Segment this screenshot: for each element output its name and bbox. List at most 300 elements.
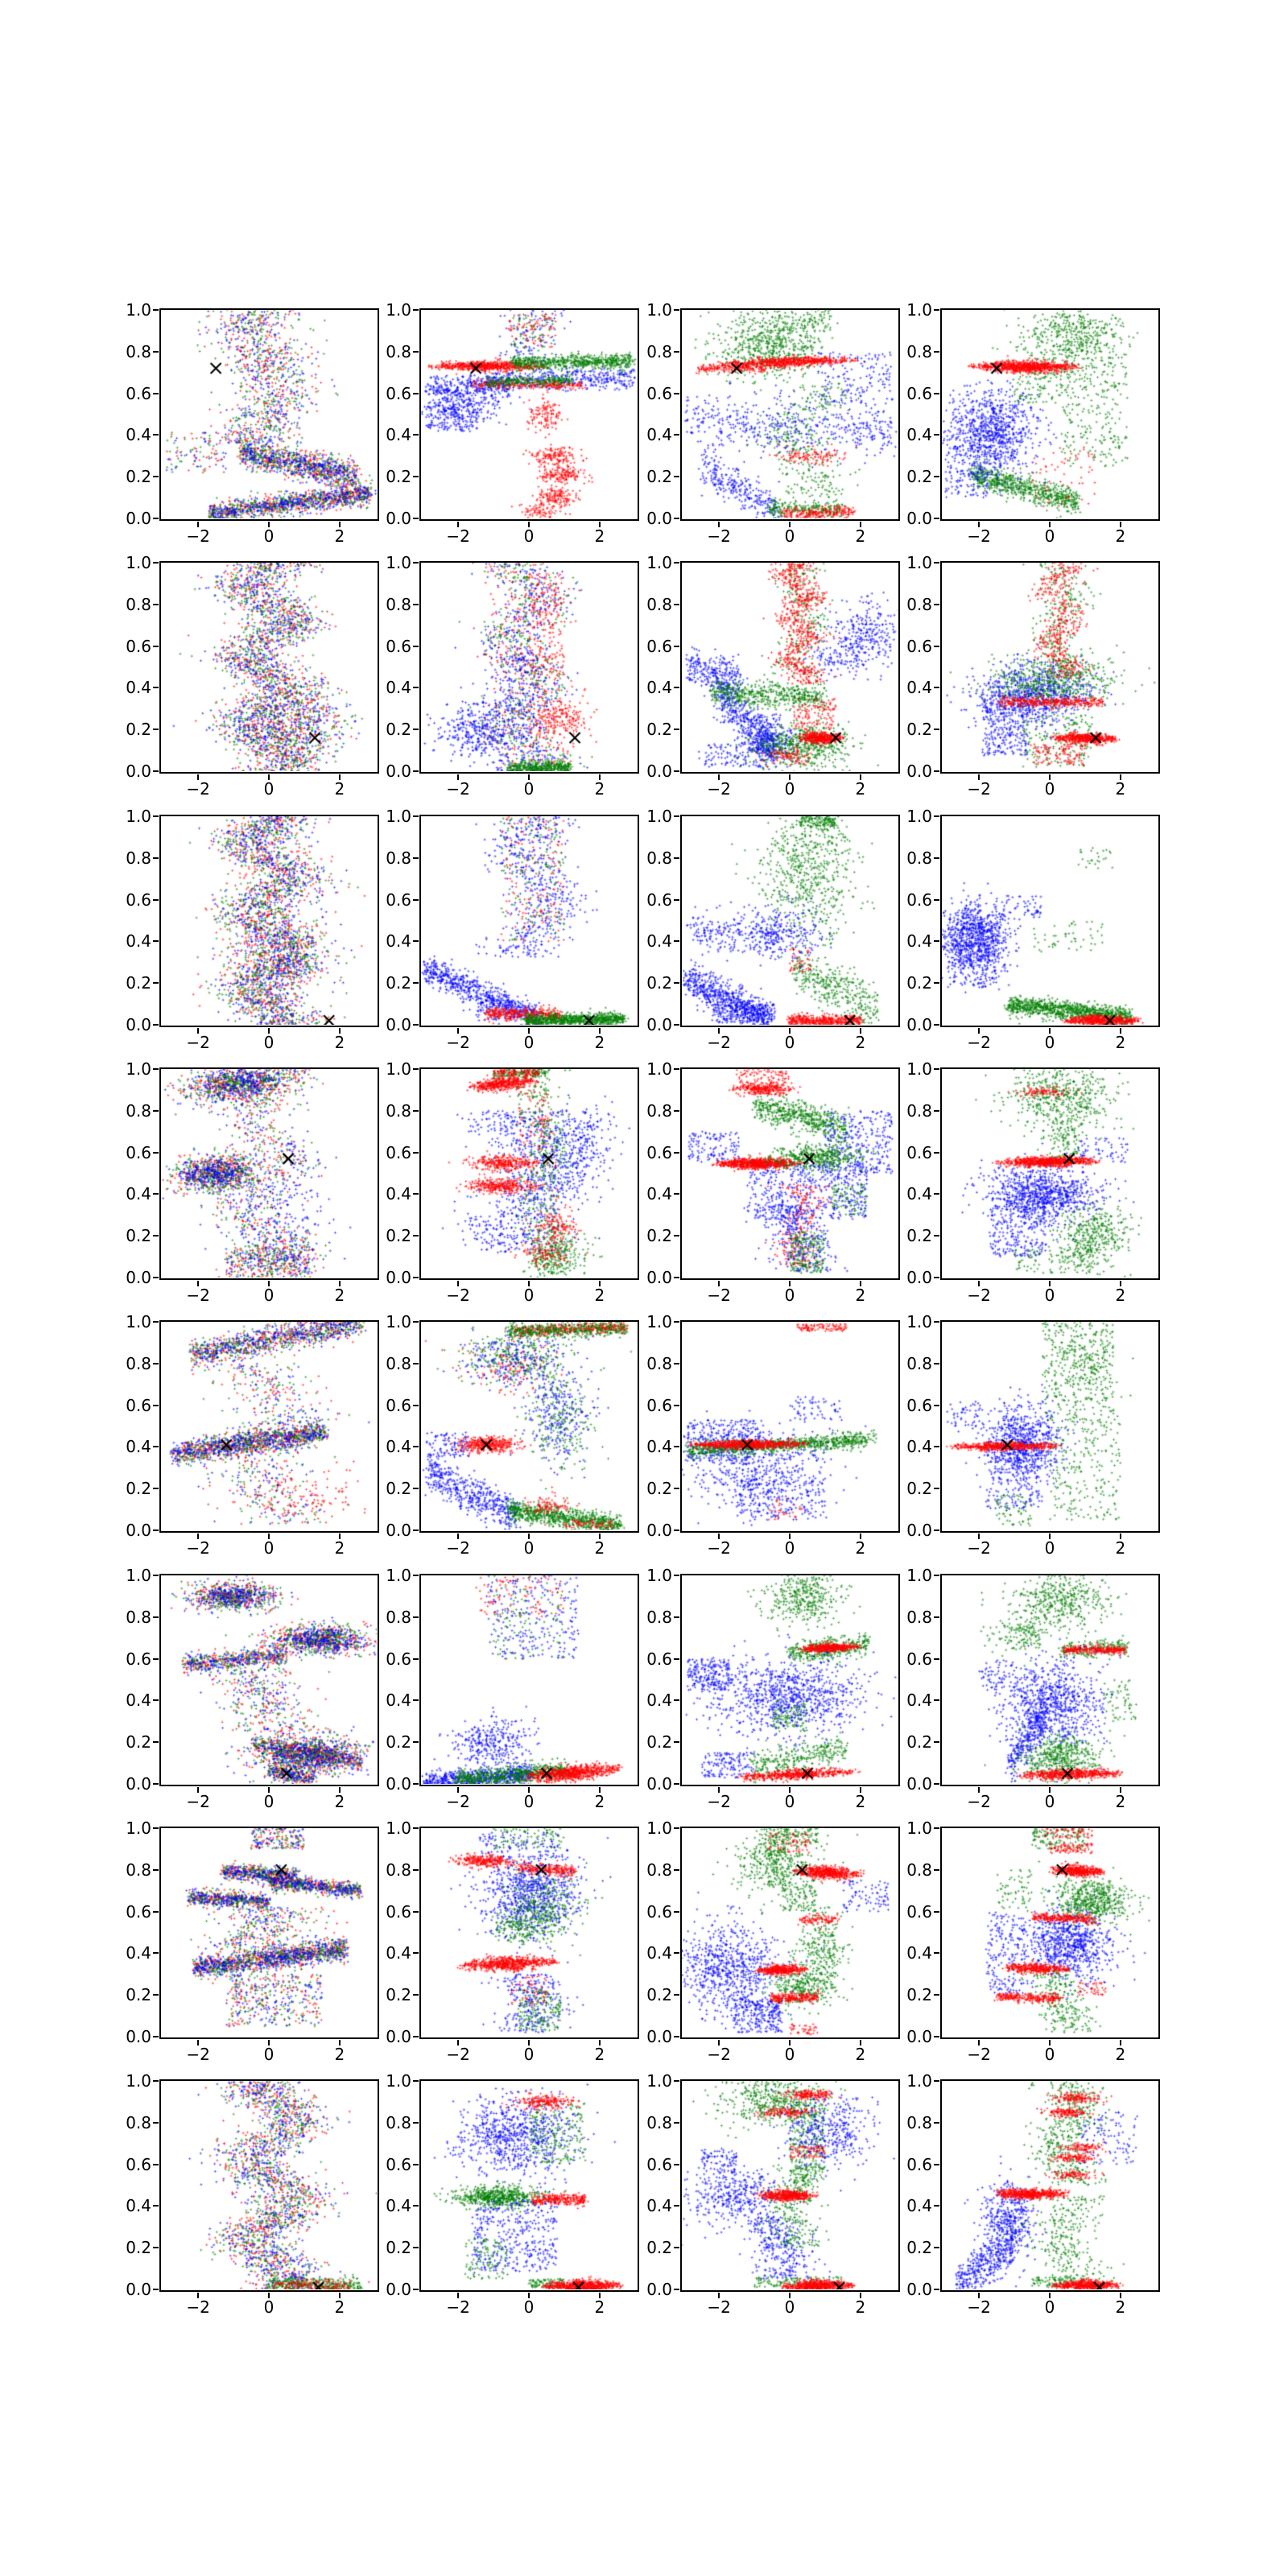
y-tick-label: 0.0	[646, 1774, 672, 1794]
x-tick-label: 0	[1044, 1792, 1055, 1811]
x-tick-label: −2	[186, 779, 210, 799]
y-tick-label: 0.2	[906, 1985, 932, 2005]
y-tick-label: 1.0	[126, 807, 151, 826]
y-tick-label: 0.8	[126, 341, 151, 361]
y-tick-label: 1.0	[126, 300, 151, 320]
x-tick-label: 2	[855, 1792, 866, 1811]
y-tick-label: 0.2	[126, 1226, 151, 1246]
y-tick-label: 0.2	[646, 1479, 672, 1499]
y-tick-label: 0.2	[126, 2238, 151, 2258]
scatter-points-canvas	[942, 1069, 1158, 1278]
y-tick	[153, 729, 159, 730]
scatter-points-canvas	[682, 310, 898, 518]
x-tick-label: 0	[263, 779, 275, 799]
y-tick	[153, 1488, 159, 1489]
y-tick-label: 0.0	[646, 2027, 672, 2046]
y-tick	[413, 1952, 419, 1954]
x-tick-label: −2	[186, 1286, 210, 1305]
y-tick	[413, 476, 419, 477]
y-tick-label: 0.2	[386, 467, 411, 487]
y-tick	[934, 351, 939, 353]
y-tick-label: 1.0	[646, 1059, 672, 1079]
y-tick	[153, 1530, 159, 1531]
y-tick-label: 0.8	[646, 1100, 672, 1121]
x-tick-label: −2	[186, 526, 210, 546]
y-tick	[413, 1235, 419, 1236]
y-tick-label: 0.6	[906, 2154, 932, 2174]
y-tick-label: 0.0	[126, 509, 151, 528]
y-tick	[674, 1321, 679, 1323]
y-tick-label: 0.8	[126, 2112, 151, 2132]
y-tick-label: 0.8	[906, 594, 932, 614]
y-tick-label: 0.2	[906, 1732, 932, 1752]
x-tick-label: 2	[334, 779, 345, 799]
y-tick	[153, 2205, 159, 2207]
y-tick	[674, 1068, 679, 1070]
y-tick	[413, 1741, 419, 1743]
x-tick-label: 2	[855, 1286, 866, 1305]
subplot-r3c4	[906, 807, 1160, 1052]
x-tick-label: 2	[594, 779, 605, 799]
y-tick-label: 0.6	[646, 1901, 672, 1922]
y-tick	[153, 604, 159, 605]
x-tick-label: 0	[263, 1286, 275, 1305]
x-tick-label: 0	[1044, 1033, 1055, 1052]
y-tick-label: 0.8	[906, 2112, 932, 2132]
y-tick	[153, 815, 159, 817]
y-tick	[153, 1994, 159, 1996]
y-tick	[934, 1363, 939, 1364]
y-tick-label: 0.6	[646, 2154, 672, 2174]
x-tick-label: 2	[334, 1792, 345, 1811]
subplot-r4c1	[126, 1059, 379, 1305]
y-tick-label: 0.6	[906, 1142, 932, 1162]
y-tick-label: 0.8	[386, 1860, 411, 1880]
y-tick-label: 0.6	[386, 1142, 411, 1162]
x-tick-label: −2	[446, 2045, 470, 2064]
scatter-points-canvas	[161, 310, 377, 518]
x-tick-label: −2	[707, 1792, 731, 1811]
y-tick	[674, 2247, 679, 2248]
y-tick	[413, 1575, 419, 1576]
y-tick-label: 0.2	[906, 720, 932, 740]
y-tick	[934, 729, 939, 730]
x-tick-label: 0	[1044, 779, 1055, 799]
y-tick	[934, 1152, 939, 1154]
x-tick-label: −2	[967, 526, 991, 546]
y-tick-label: 0.8	[646, 1353, 672, 1373]
y-tick-label: 1.0	[906, 2071, 932, 2091]
y-tick	[413, 1616, 419, 1618]
subplot-r6c3	[646, 1566, 900, 1811]
y-tick-label: 0.4	[906, 931, 932, 952]
y-tick	[674, 476, 679, 477]
y-tick	[934, 2036, 939, 2037]
x-tick-label: −2	[186, 1033, 210, 1052]
y-tick	[153, 687, 159, 688]
y-tick	[674, 1193, 679, 1195]
y-tick-label: 0.2	[646, 467, 672, 487]
x-tick-label: 2	[334, 1033, 345, 1052]
x-tick-label: 0	[263, 2297, 275, 2317]
y-tick-label: 0.6	[646, 1395, 672, 1415]
y-tick	[413, 1193, 419, 1195]
y-tick-label: 0.8	[646, 1607, 672, 1627]
x-tick-label: 2	[334, 2297, 345, 2317]
x-tick-label: 0	[263, 1792, 275, 1811]
y-tick-label: 0.0	[126, 1521, 151, 1540]
y-tick-label: 0.6	[906, 890, 932, 910]
y-tick	[153, 1827, 159, 1829]
y-tick	[153, 1321, 159, 1323]
y-tick-label: 1.0	[646, 807, 672, 826]
y-tick	[934, 518, 939, 519]
y-tick	[153, 393, 159, 394]
y-tick-label: 0.8	[386, 594, 411, 614]
y-tick-label: 0.8	[906, 848, 932, 868]
scatter-points-canvas	[421, 1322, 637, 1530]
y-tick	[153, 2080, 159, 2082]
y-tick	[413, 1024, 419, 1026]
y-tick-label: 0.8	[906, 1607, 932, 1627]
y-tick-label: 0.6	[386, 890, 411, 910]
subplot-r2c3	[646, 553, 900, 799]
y-tick-label: 1.0	[646, 1312, 672, 1331]
subplot-r8c3	[646, 2071, 900, 2317]
y-tick-label: 0.0	[646, 1268, 672, 1287]
x-tick-label: 0	[784, 1286, 795, 1305]
x-tick-label: 0	[784, 2045, 795, 2064]
scatter-points-canvas	[421, 1069, 637, 1278]
y-tick-label: 0.8	[126, 848, 151, 868]
y-tick-label: 1.0	[906, 553, 932, 572]
y-tick	[674, 2080, 679, 2082]
y-tick	[413, 562, 419, 564]
scatter-points-canvas	[161, 1069, 377, 1278]
scatter-points-canvas	[421, 310, 637, 518]
x-tick-label: −2	[446, 779, 470, 799]
x-tick-label: −2	[186, 1792, 210, 1811]
subplot-r4c4	[906, 1059, 1160, 1305]
x-tick-label: −2	[186, 2045, 210, 2064]
y-tick	[413, 1658, 419, 1660]
x-tick-label: 0	[784, 2297, 795, 2317]
scatter-points-canvas	[161, 1575, 377, 1784]
y-tick-label: 1.0	[386, 1312, 411, 1331]
y-tick	[413, 1363, 419, 1364]
y-tick	[934, 604, 939, 605]
scatter-points-canvas	[421, 816, 637, 1025]
y-tick-label: 0.0	[646, 509, 672, 528]
y-tick-label: 0.4	[646, 1184, 672, 1204]
y-tick	[934, 2205, 939, 2207]
y-tick	[413, 1911, 419, 1913]
scatter-points-canvas	[942, 2081, 1158, 2289]
y-tick	[153, 1869, 159, 1871]
y-tick	[413, 2164, 419, 2165]
x-tick-label: 0	[523, 1538, 535, 1558]
y-tick-label: 1.0	[386, 1059, 411, 1079]
y-tick	[153, 351, 159, 353]
y-tick-label: 0.4	[906, 1943, 932, 1963]
scatter-points-canvas	[421, 1575, 637, 1784]
y-tick-label: 1.0	[386, 1566, 411, 1585]
scatter-points-canvas	[421, 563, 637, 771]
subplot-r1c2	[386, 300, 639, 546]
x-tick-label: 2	[1115, 1538, 1126, 1558]
y-tick-label: 0.8	[906, 341, 932, 361]
y-tick-label: 0.0	[646, 762, 672, 781]
y-tick	[413, 2122, 419, 2124]
y-tick-label: 0.6	[126, 890, 151, 910]
y-tick-label: 0.2	[126, 720, 151, 740]
y-tick	[934, 1405, 939, 1406]
subplot-r7c4	[906, 1818, 1160, 2064]
x-tick-label: 2	[334, 2045, 345, 2064]
y-tick-label: 0.4	[386, 425, 411, 445]
y-tick	[934, 1994, 939, 1996]
subplot-r2c1	[126, 553, 379, 799]
subplot-r8c1	[126, 2071, 379, 2317]
y-tick	[674, 1152, 679, 1154]
y-tick	[413, 1321, 419, 1323]
y-tick-label: 1.0	[126, 1059, 151, 1079]
y-tick	[674, 604, 679, 605]
subplot-r6c4	[906, 1566, 1160, 1811]
subplot-r7c3	[646, 1818, 900, 2064]
y-tick-label: 0.0	[386, 1268, 411, 1287]
x-tick-label: −2	[707, 1286, 731, 1305]
y-tick	[934, 393, 939, 394]
y-tick	[934, 309, 939, 311]
y-tick-label: 0.4	[906, 1690, 932, 1711]
y-tick	[153, 562, 159, 564]
y-tick-label: 0.0	[386, 509, 411, 528]
y-tick-label: 0.0	[906, 1521, 932, 1540]
y-tick-label: 0.8	[646, 2112, 672, 2132]
x-tick-label: 2	[1115, 1033, 1126, 1052]
x-tick-label: 2	[594, 2045, 605, 2064]
y-tick-label: 0.0	[646, 2280, 672, 2299]
y-tick-label: 1.0	[126, 2071, 151, 2091]
y-tick-label: 1.0	[386, 300, 411, 320]
y-tick	[674, 434, 679, 436]
x-tick-label: −2	[967, 2297, 991, 2317]
y-tick-label: 0.8	[126, 1607, 151, 1627]
y-tick	[674, 940, 679, 942]
y-tick-label: 1.0	[906, 1566, 932, 1585]
y-tick-label: 0.4	[646, 425, 672, 445]
y-tick-label: 0.4	[906, 1437, 932, 1457]
y-tick-label: 1.0	[386, 1818, 411, 1838]
y-tick-label: 0.0	[126, 1015, 151, 1034]
y-tick	[674, 1446, 679, 1447]
y-tick	[153, 1405, 159, 1406]
y-tick-label: 1.0	[646, 1566, 672, 1585]
y-tick-label: 0.4	[386, 678, 411, 698]
y-tick-label: 0.2	[386, 720, 411, 740]
y-tick-label: 0.6	[126, 383, 151, 403]
scatter-points-canvas	[161, 1828, 377, 2037]
y-tick	[674, 1363, 679, 1364]
y-tick	[153, 1952, 159, 1954]
y-tick	[934, 1741, 939, 1743]
y-tick	[413, 1530, 419, 1531]
x-tick-label: 2	[1115, 2297, 1126, 2317]
y-tick	[934, 1658, 939, 1660]
y-tick-label: 0.2	[386, 1732, 411, 1752]
y-tick	[934, 1193, 939, 1195]
x-tick-label: −2	[446, 1792, 470, 1811]
y-tick-label: 0.4	[646, 931, 672, 952]
y-tick	[413, 1446, 419, 1447]
y-tick	[153, 1658, 159, 1660]
y-tick	[153, 857, 159, 859]
y-tick-label: 0.8	[906, 1353, 932, 1373]
y-tick	[934, 1321, 939, 1323]
x-tick-label: 2	[334, 526, 345, 546]
y-tick	[153, 1068, 159, 1070]
scatter-points-canvas	[682, 2081, 898, 2289]
y-tick-label: 1.0	[126, 1818, 151, 1838]
x-tick-label: 0	[523, 2045, 535, 2064]
y-tick-label: 0.2	[126, 973, 151, 993]
subplot-r1c4	[906, 300, 1160, 546]
x-tick-label: −2	[967, 1538, 991, 1558]
y-tick	[934, 940, 939, 942]
y-tick-label: 0.0	[386, 762, 411, 781]
y-tick-label: 0.0	[906, 2027, 932, 2046]
y-tick	[674, 1616, 679, 1618]
y-tick	[153, 1277, 159, 1278]
x-tick-label: 0	[263, 526, 275, 546]
y-tick-label: 0.0	[386, 1015, 411, 1034]
y-tick	[413, 518, 419, 519]
y-tick	[934, 770, 939, 772]
scatter-points-canvas	[161, 1322, 377, 1530]
y-tick	[934, 2289, 939, 2290]
y-tick	[934, 1952, 939, 1954]
y-tick	[413, 1699, 419, 1701]
y-tick-label: 0.8	[646, 594, 672, 614]
scatter-points-canvas	[421, 2081, 637, 2289]
y-tick	[674, 1952, 679, 1954]
y-tick	[413, 351, 419, 353]
y-tick	[674, 393, 679, 394]
y-tick	[674, 770, 679, 772]
x-tick-label: 2	[594, 1538, 605, 1558]
y-tick	[413, 1869, 419, 1871]
y-tick	[413, 1994, 419, 1996]
x-tick-label: 2	[1115, 526, 1126, 546]
y-tick	[674, 1575, 679, 1576]
x-tick-label: −2	[967, 1286, 991, 1305]
x-tick-label: 0	[523, 1792, 535, 1811]
y-tick-label: 0.6	[126, 1649, 151, 1669]
y-tick-label: 0.6	[906, 1901, 932, 1922]
y-tick-label: 0.6	[386, 636, 411, 656]
y-tick	[934, 1575, 939, 1576]
y-tick-label: 0.8	[906, 1860, 932, 1880]
y-tick-label: 0.4	[906, 2196, 932, 2216]
y-tick	[934, 1699, 939, 1701]
y-tick	[674, 562, 679, 564]
scatter-points-canvas	[161, 816, 377, 1025]
x-tick-label: 2	[594, 1033, 605, 1052]
y-tick	[674, 1741, 679, 1743]
scatter-points-canvas	[942, 1575, 1158, 1784]
y-tick-label: 0.8	[386, 2112, 411, 2132]
y-tick	[153, 434, 159, 436]
y-tick	[413, 1405, 419, 1406]
y-tick-label: 0.2	[646, 1732, 672, 1752]
y-tick	[934, 562, 939, 564]
y-tick	[674, 857, 679, 859]
y-tick	[674, 1405, 679, 1406]
y-tick	[674, 351, 679, 353]
y-tick-label: 0.6	[386, 2154, 411, 2174]
scatter-points-canvas	[942, 1828, 1158, 2037]
y-tick-label: 1.0	[906, 1818, 932, 1838]
y-tick	[413, 899, 419, 901]
x-tick-label: −2	[707, 1033, 731, 1052]
x-tick-label: 0	[1044, 526, 1055, 546]
x-tick-label: 0	[523, 526, 535, 546]
y-tick-label: 0.4	[126, 1184, 151, 1204]
x-tick-label: 0	[263, 1033, 275, 1052]
y-tick-label: 0.2	[906, 1226, 932, 1246]
x-tick-label: 2	[855, 1538, 866, 1558]
y-tick-label: 0.4	[646, 1943, 672, 1963]
y-tick	[934, 2122, 939, 2124]
y-tick	[413, 1277, 419, 1278]
y-tick-label: 0.0	[646, 1015, 672, 1034]
y-tick-label: 0.6	[646, 890, 672, 910]
subplot-r1c3	[646, 300, 900, 546]
y-tick-label: 0.6	[906, 1395, 932, 1415]
subplot-r5c3	[646, 1312, 900, 1558]
y-tick	[674, 1994, 679, 1996]
subplot-r7c2	[386, 1818, 639, 2064]
x-tick-label: 2	[1115, 779, 1126, 799]
y-tick	[413, 1783, 419, 1785]
y-tick	[934, 1024, 939, 1026]
x-tick-label: 0	[784, 1538, 795, 1558]
subplot-r8c2	[386, 2071, 639, 2317]
y-tick	[934, 1068, 939, 1070]
y-tick-label: 0.8	[386, 848, 411, 868]
subplot-r1c1	[126, 300, 379, 546]
y-tick	[153, 1363, 159, 1364]
x-tick-label: −2	[707, 779, 731, 799]
x-tick-label: 2	[334, 1286, 345, 1305]
y-tick-label: 0.2	[386, 1985, 411, 2005]
y-tick-label: 0.2	[646, 1226, 672, 1246]
x-tick-label: 0	[263, 2045, 275, 2064]
y-tick	[934, 1488, 939, 1489]
subplot-r3c2	[386, 807, 639, 1052]
x-tick-label: −2	[186, 2297, 210, 2317]
scatter-points-canvas	[682, 563, 898, 771]
y-tick-label: 0.0	[906, 1268, 932, 1287]
x-tick-label: 0	[263, 1538, 275, 1558]
x-tick-label: 0	[784, 1033, 795, 1052]
y-tick	[674, 982, 679, 984]
y-tick	[413, 2036, 419, 2037]
y-tick	[153, 1024, 159, 1026]
y-tick	[934, 1446, 939, 1447]
subplot-r7c1	[126, 1818, 379, 2064]
